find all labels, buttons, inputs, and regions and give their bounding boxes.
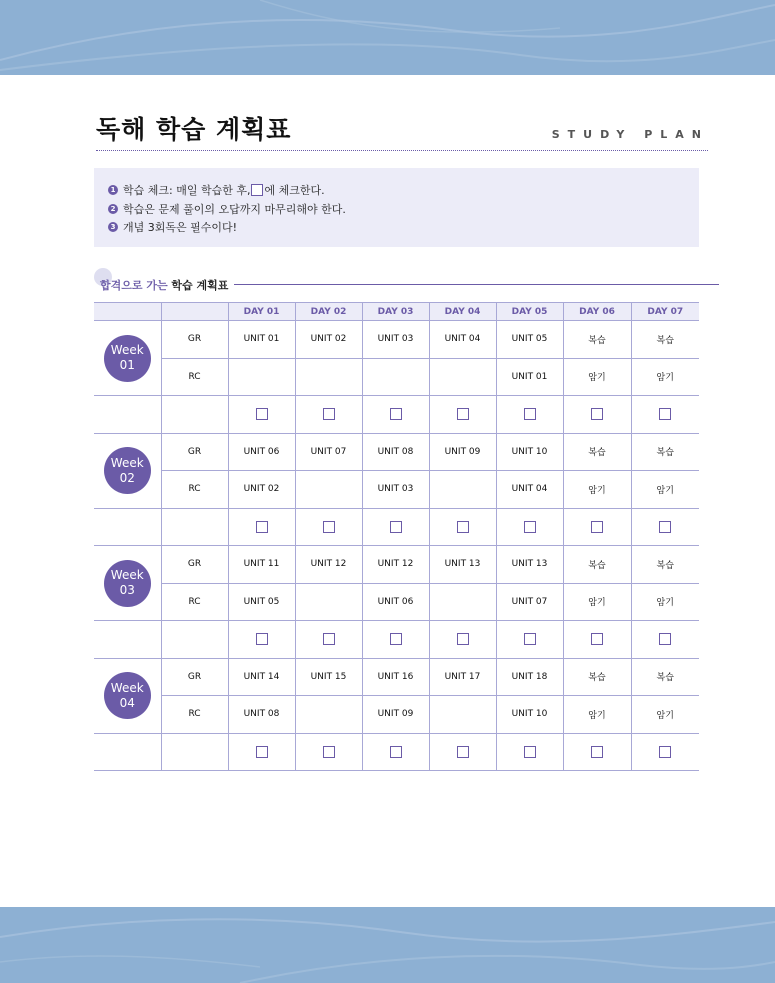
blank-cell [94,396,161,434]
checkbox-sample-icon [251,184,263,196]
plan-cell: UNIT 01 [228,321,295,359]
check-cell [228,508,295,546]
note-item [108,182,325,198]
plan-cell: 암기 [631,583,699,621]
day-checkbox[interactable] [390,746,402,758]
day-checkbox[interactable] [256,746,268,758]
note-item [108,201,346,217]
check-row [94,508,699,546]
check-cell [563,396,631,434]
check-cell [563,621,631,659]
check-cell [362,508,429,546]
section-heading [94,270,719,290]
check-cell [631,396,699,434]
check-cell [295,621,362,659]
plan-cell [362,358,429,396]
plan-cell: UNIT 10 [496,433,563,471]
plan-cell: UNIT 12 [295,546,362,584]
note-text: 에 체크한다. [264,184,325,197]
day-header: DAY 07 [631,303,699,321]
subject-label: RC [161,696,228,734]
number-3-icon: 3 [108,222,118,232]
blank-cell [161,621,228,659]
check-cell [563,733,631,771]
plan-cell: 암기 [631,471,699,509]
plan-cell: UNIT 04 [429,321,496,359]
note-text: 학습은 문제 풀이의 오답까지 마무리해야 한다. [123,203,346,216]
blank-cell [161,733,228,771]
check-cell [429,621,496,659]
check-cell [563,508,631,546]
table-row [94,546,699,584]
week-label: Week [110,343,144,357]
table-row [94,696,699,734]
day-checkbox[interactable] [323,633,335,645]
plan-cell: UNIT 10 [496,696,563,734]
blank-cell [94,621,161,659]
plan-cell: UNIT 14 [228,658,295,696]
day-header: DAY 01 [228,303,295,321]
check-cell [631,508,699,546]
subject-label: RC [161,358,228,396]
plan-cell: UNIT 05 [496,321,563,359]
week-cell [94,546,161,621]
plan-cell: UNIT 09 [362,696,429,734]
week-badge [104,335,151,382]
day-checkbox[interactable] [591,521,603,533]
check-cell [496,396,563,434]
plan-cell: UNIT 07 [295,433,362,471]
plan-cell: UNIT 02 [295,321,362,359]
plan-cell: UNIT 08 [228,696,295,734]
plan-cell: 복습 [563,321,631,359]
week-number: 02 [119,470,135,485]
section-label [100,277,228,293]
blank-cell [94,508,161,546]
plan-cell: UNIT 04 [496,471,563,509]
day-header: DAY 05 [496,303,563,321]
check-cell [362,733,429,771]
plan-cell [429,583,496,621]
day-checkbox[interactable] [659,746,671,758]
day-checkbox[interactable] [390,521,402,533]
top-decor-band [0,0,775,75]
plan-cell: 복습 [631,433,699,471]
table-row [94,358,699,396]
check-cell [429,508,496,546]
number-2-icon: 2 [108,204,118,214]
plan-cell: UNIT 08 [362,433,429,471]
check-cell [228,733,295,771]
day-checkbox[interactable] [256,633,268,645]
page-title: 독해 학습 계획표 [96,115,292,144]
header-blank [161,303,228,321]
plan-cell: UNIT 06 [362,583,429,621]
header-blank [94,303,161,321]
plan-cell: 암기 [563,358,631,396]
check-cell [429,733,496,771]
day-checkbox[interactable] [659,633,671,645]
check-cell [496,733,563,771]
table-row [94,321,699,359]
section-rule [234,284,719,285]
check-cell [429,396,496,434]
day-header: DAY 04 [429,303,496,321]
plan-cell: UNIT 16 [362,658,429,696]
plan-cell: 복습 [563,433,631,471]
blank-cell [94,733,161,771]
day-checkbox[interactable] [524,521,536,533]
week-badge [104,447,151,494]
plan-cell: UNIT 13 [429,546,496,584]
subject-label: RC [161,471,228,509]
subject-label: GR [161,433,228,471]
check-row [94,621,699,659]
day-header: DAY 02 [295,303,362,321]
subject-label: GR [161,321,228,359]
day-checkbox[interactable] [256,408,268,420]
day-header: DAY 06 [563,303,631,321]
week-cell [94,658,161,733]
plan-cell: UNIT 03 [362,321,429,359]
check-cell [228,621,295,659]
notes-box [94,168,699,247]
plan-cell [295,583,362,621]
week-badge [104,560,151,607]
plan-cell: UNIT 07 [496,583,563,621]
table-row [94,471,699,509]
note-item [108,219,237,235]
blank-cell [161,508,228,546]
day-checkbox[interactable] [591,408,603,420]
plan-cell: 복습 [563,546,631,584]
title-divider [96,150,708,151]
check-cell [295,508,362,546]
check-cell [496,508,563,546]
day-checkbox[interactable] [524,408,536,420]
plan-cell [429,471,496,509]
check-cell [228,396,295,434]
day-checkbox[interactable] [591,633,603,645]
check-cell [496,621,563,659]
bottom-decor-band [0,907,775,983]
table-row [94,583,699,621]
table-row [94,433,699,471]
plan-cell: 암기 [631,358,699,396]
section-label-accent: 합격으로 가는 [100,279,168,292]
plan-cell: UNIT 17 [429,658,496,696]
plan-cell [295,358,362,396]
day-checkbox[interactable] [659,521,671,533]
check-cell [362,396,429,434]
plan-cell: UNIT 11 [228,546,295,584]
plan-cell: UNIT 05 [228,583,295,621]
plan-cell: 복습 [563,658,631,696]
blank-cell [161,396,228,434]
day-checkbox[interactable] [256,521,268,533]
note-text: 개념 3회독은 필수이다! [123,221,238,234]
day-checkbox[interactable] [457,746,469,758]
day-checkbox[interactable] [457,633,469,645]
plan-cell: UNIT 15 [295,658,362,696]
plan-cell: 암기 [563,471,631,509]
day-checkbox[interactable] [457,408,469,420]
plan-cell [295,471,362,509]
plan-cell [228,358,295,396]
plan-cell: UNIT 12 [362,546,429,584]
plan-cell: UNIT 01 [496,358,563,396]
number-1-icon: 1 [108,185,118,195]
day-checkbox[interactable] [524,746,536,758]
plan-cell: UNIT 03 [362,471,429,509]
day-checkbox[interactable] [390,633,402,645]
plan-cell: UNIT 09 [429,433,496,471]
day-header: DAY 03 [362,303,429,321]
section-label-plain: 학습 계획표 [167,279,229,292]
week-number: 04 [119,695,135,710]
table-row [94,658,699,696]
check-cell [631,621,699,659]
day-checkbox[interactable] [390,408,402,420]
page-subtitle: STUDY PLAN [551,128,709,141]
plan-cell [429,696,496,734]
day-checkbox[interactable] [323,521,335,533]
study-plan-table [94,302,699,771]
plan-cell: UNIT 18 [496,658,563,696]
check-row [94,733,699,771]
subject-label: RC [161,583,228,621]
plan-cell: 암기 [563,696,631,734]
week-label: Week [110,680,144,695]
subject-label: GR [161,546,228,584]
day-checkbox[interactable] [591,746,603,758]
day-checkbox[interactable] [524,633,536,645]
day-checkbox[interactable] [457,521,469,533]
week-number: 03 [119,583,135,597]
week-label: Week [110,455,144,470]
plan-cell: 복습 [631,658,699,696]
week-label: Week [110,568,144,582]
plan-cell: UNIT 06 [228,433,295,471]
week-badge [104,672,151,719]
note-text: 학습 체크: 매일 학습한 후, [123,184,251,197]
plan-cell: UNIT 02 [228,471,295,509]
header-row [94,303,699,321]
day-checkbox[interactable] [323,746,335,758]
plan-cell [295,696,362,734]
day-checkbox[interactable] [659,408,671,420]
day-checkbox[interactable] [323,408,335,420]
plan-cell: 복습 [631,321,699,359]
check-cell [631,733,699,771]
plan-cell: UNIT 13 [496,546,563,584]
week-cell [94,321,161,396]
plan-cell [429,358,496,396]
subject-label: GR [161,658,228,696]
plan-cell: 복습 [631,546,699,584]
plan-cell: 암기 [563,583,631,621]
check-cell [295,733,362,771]
week-cell [94,433,161,508]
plan-cell: 암기 [631,696,699,734]
check-cell [295,396,362,434]
check-cell [362,621,429,659]
week-number: 01 [119,358,135,372]
check-row [94,396,699,434]
